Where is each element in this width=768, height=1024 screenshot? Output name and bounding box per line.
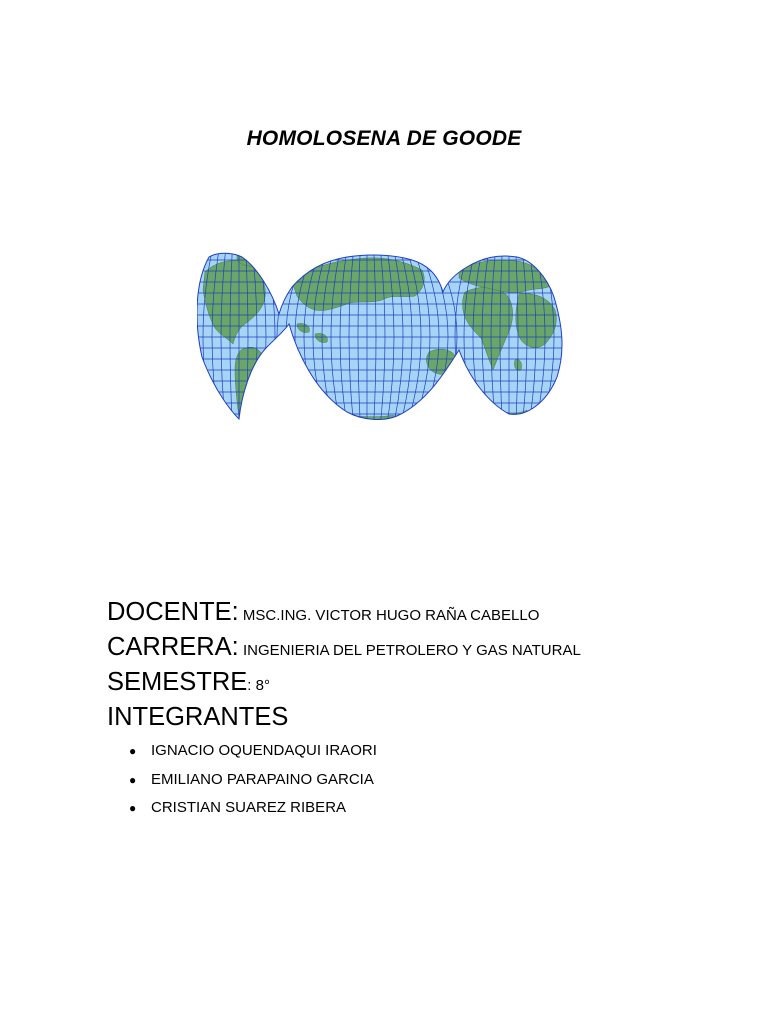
- document-info: [107, 598, 581, 738]
- field-label: DOCENTE:: [107, 598, 239, 626]
- field-carrera: [107, 633, 581, 668]
- bullet-icon: ●: [129, 744, 137, 758]
- member-name: IGNACIO OQUENDAQUI IRAORI: [151, 742, 377, 759]
- members-list: [129, 742, 377, 828]
- field-label: CARRERA:: [107, 633, 239, 661]
- field-docente: [107, 598, 581, 633]
- list-item: [129, 771, 377, 800]
- field-value: : 8°: [247, 677, 270, 694]
- goode-homolosine-map: [197, 252, 563, 422]
- bullet-icon: ●: [129, 801, 137, 815]
- field-value: INGENIERIA DEL PETROLERO Y GAS NATURAL: [238, 642, 581, 659]
- member-name: EMILIANO PARAPAINO GARCIA: [151, 770, 374, 788]
- field-semestre: [107, 668, 581, 703]
- member-name: CRISTIAN SUAREZ RIBERA: [151, 799, 347, 816]
- list-item: [129, 742, 377, 771]
- field-label: SEMESTRE: [107, 668, 248, 696]
- list-item: [129, 799, 377, 828]
- field-value: MSC.ING. VICTOR HUGO RAÑA CABELLO: [238, 607, 540, 624]
- members-heading: INTEGRANTES: [107, 703, 289, 731]
- bullet-icon: ●: [129, 772, 137, 787]
- document-title: HOMOLOSENA DE GOODE: [246, 127, 522, 150]
